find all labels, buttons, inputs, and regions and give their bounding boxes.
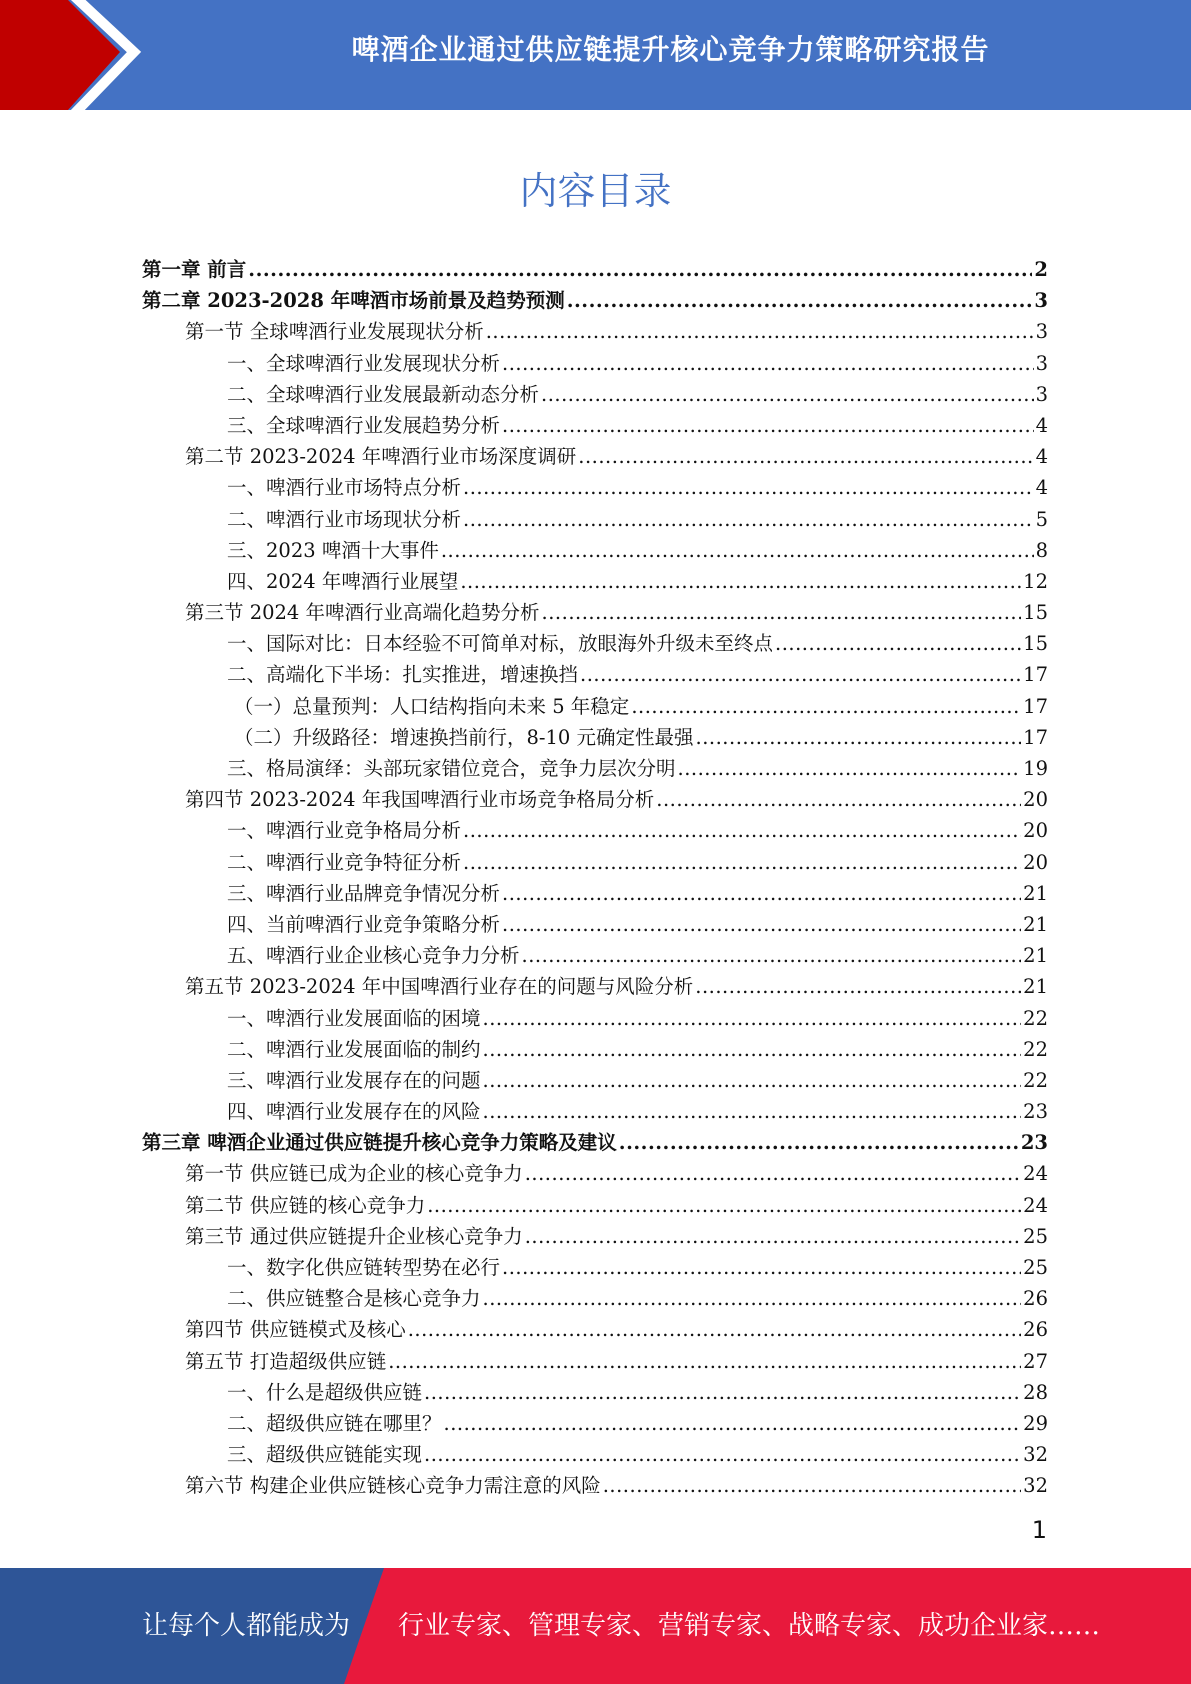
- toc-entry-page: 4: [1035, 476, 1048, 500]
- toc-dot-leader: [502, 348, 1034, 379]
- toc-entry[interactable]: [142, 597, 1048, 628]
- toc-entry-title: 一、全球啤酒行业发展现状分析: [227, 351, 501, 375]
- toc-entry[interactable]: [142, 1408, 1048, 1439]
- toc-dot-leader: [525, 1158, 1021, 1189]
- toc-dot-leader: [631, 691, 1021, 722]
- toc-entry-page: 4: [1035, 445, 1048, 469]
- toc-entry[interactable]: [142, 504, 1048, 535]
- toc-dot-leader: [483, 1003, 1022, 1034]
- page-header: [0, 0, 1191, 110]
- toc-dot-leader: [424, 1439, 1021, 1470]
- footer-slogan-left: 让每个人都能成为: [142, 1611, 351, 1641]
- toc-entry-title: 三、超级供应链能实现: [227, 1443, 423, 1467]
- toc-dot-leader: [248, 254, 1032, 285]
- toc-entry-page: 5: [1035, 507, 1048, 531]
- toc-entry-page: 17: [1023, 694, 1048, 718]
- toc-entry[interactable]: [142, 847, 1048, 878]
- toc-entry[interactable]: [142, 1158, 1048, 1189]
- page-footer: [0, 1568, 1191, 1684]
- toc-entry-page: 20: [1023, 819, 1048, 843]
- toc-entry-page: 20: [1023, 788, 1048, 812]
- toc-entry-page: 15: [1023, 601, 1048, 625]
- toc-dot-leader: [463, 847, 1021, 878]
- toc-entry-title: 二、全球啤酒行业发展最新动态分析: [227, 382, 540, 406]
- toc-dot-leader: [578, 441, 1033, 472]
- toc-entry-page: 3: [1035, 382, 1048, 406]
- toc-dot-leader: [441, 535, 1034, 566]
- toc-heading: 内容目录: [519, 169, 672, 213]
- toc-entry-title: 第五节 2023-2024 年中国啤酒行业存在的问题与风险分析: [185, 975, 694, 999]
- toc-entry-page: 22: [1023, 1006, 1048, 1030]
- toc-entry[interactable]: [142, 1127, 1048, 1158]
- toc-dot-leader: [483, 1065, 1022, 1096]
- toc-entry[interactable]: [142, 722, 1048, 753]
- toc-entry-page: 2: [1034, 258, 1048, 281]
- toc-dot-leader: [424, 1377, 1021, 1408]
- table-of-contents: [142, 254, 1048, 1502]
- toc-entry-title: 一、什么是超级供应链: [227, 1380, 423, 1404]
- toc-entry[interactable]: [142, 472, 1048, 503]
- toc-entry[interactable]: [142, 410, 1048, 441]
- toc-dot-leader: [775, 628, 1021, 659]
- toc-entry-page: 21: [1023, 912, 1048, 936]
- toc-entry[interactable]: [142, 285, 1048, 316]
- toc-entry[interactable]: [142, 628, 1048, 659]
- toc-entry-title: 一、国际对比：日本经验不可简单对标，放眼海外升级未至终点: [227, 632, 774, 656]
- toc-entry-page: 25: [1023, 1224, 1048, 1248]
- toc-entry[interactable]: [142, 971, 1048, 1002]
- toc-entry[interactable]: [142, 1283, 1048, 1314]
- toc-entry[interactable]: [142, 691, 1048, 722]
- toc-entry-page: 20: [1023, 850, 1048, 874]
- toc-entry-page: 32: [1023, 1474, 1048, 1498]
- toc-entry[interactable]: [142, 1470, 1048, 1501]
- toc-entry[interactable]: [142, 1096, 1048, 1127]
- toc-entry-title: （一）总量预判：人口结构指向未来 5 年稳定: [234, 694, 630, 718]
- toc-entry[interactable]: [142, 535, 1048, 566]
- toc-entry-title: 一、啤酒行业市场特点分析: [227, 476, 462, 500]
- toc-dot-leader: [603, 1470, 1021, 1501]
- toc-entry-title: 第一节 全球啤酒行业发展现状分析: [185, 320, 484, 344]
- toc-entry-page: 17: [1023, 663, 1048, 687]
- toc-dot-leader: [502, 909, 1021, 940]
- toc-entry[interactable]: [142, 1346, 1048, 1377]
- footer-slogan-right: 行业专家、管理专家、营销专家、战略专家、成功企业家……: [398, 1611, 1101, 1641]
- toc-dot-leader: [542, 597, 1022, 628]
- toc-entry-title: 四、2024 年啤酒行业展望: [227, 569, 459, 593]
- header-arrow-decoration: [0, 0, 160, 110]
- toc-entry-page: 24: [1023, 1162, 1048, 1186]
- toc-entry-page: 21: [1023, 975, 1048, 999]
- toc-dot-leader: [502, 878, 1021, 909]
- toc-dot-leader: [502, 1252, 1021, 1283]
- toc-entry[interactable]: [142, 1003, 1048, 1034]
- toc-dot-leader: [522, 940, 1022, 971]
- toc-entry-title: 二、超级供应链在哪里？: [227, 1411, 442, 1435]
- toc-entry-title: 二、啤酒行业竞争特征分析: [227, 850, 462, 874]
- toc-entry-page: 26: [1023, 1287, 1048, 1311]
- toc-dot-leader: [463, 472, 1034, 503]
- toc-entry-page: 24: [1023, 1193, 1048, 1217]
- toc-dot-leader: [427, 1190, 1021, 1221]
- toc-entry-title: （二）升级路径：增速换挡前行，8-10 元确定性最强: [234, 725, 694, 749]
- toc-entry-title: 四、当前啤酒行业竞争策略分析: [227, 912, 501, 936]
- toc-entry[interactable]: [142, 1377, 1048, 1408]
- toc-entry-page: 32: [1023, 1443, 1048, 1467]
- toc-entry-title: 三、啤酒行业品牌竞争情况分析: [227, 881, 501, 905]
- toc-entry-page: 3: [1035, 351, 1048, 375]
- toc-dot-leader: [567, 285, 1033, 316]
- toc-entry[interactable]: [142, 878, 1048, 909]
- toc-dot-leader: [388, 1346, 1021, 1377]
- toc-dot-leader: [696, 722, 1022, 753]
- toc-dot-leader: [678, 753, 1022, 784]
- toc-dot-leader: [408, 1314, 1021, 1345]
- toc-entry-title: 三、2023 啤酒十大事件: [227, 538, 439, 562]
- toc-dot-leader: [444, 1408, 1022, 1439]
- toc-entry[interactable]: [142, 379, 1048, 410]
- toc-entry-title: 二、啤酒行业发展面临的制约: [227, 1037, 481, 1061]
- toc-entry-page: 21: [1023, 944, 1048, 968]
- toc-entry[interactable]: [142, 348, 1048, 379]
- toc-entry-page: 28: [1023, 1380, 1048, 1404]
- toc-entry[interactable]: [142, 316, 1048, 347]
- toc-entry-title: 一、数字化供应链转型势在必行: [227, 1256, 501, 1279]
- toc-dot-leader: [656, 784, 1021, 815]
- toc-dot-leader: [541, 379, 1034, 410]
- toc-entry[interactable]: [142, 1190, 1048, 1221]
- toc-dot-leader: [460, 566, 1021, 597]
- toc-dot-leader: [619, 1127, 1019, 1158]
- toc-entry-title: 第四节 供应链模式及核心: [185, 1318, 406, 1342]
- toc-entry[interactable]: [142, 1252, 1048, 1283]
- toc-entry[interactable]: [142, 441, 1048, 472]
- report-title: 啤酒企业通过供应链提升核心竞争力策略研究报告: [351, 33, 990, 66]
- toc-entry-title: 第二节 2023-2024 年啤酒行业市场深度调研: [185, 445, 577, 469]
- toc-dot-leader: [463, 815, 1021, 846]
- toc-entry-title: 第一章 前言: [142, 258, 247, 281]
- toc-entry-title: 二、高端化下半场：扎实推进，增速换挡: [227, 663, 579, 687]
- toc-dot-leader: [483, 1096, 1022, 1127]
- toc-dot-leader: [483, 1283, 1022, 1314]
- toc-entry-page: 4: [1035, 413, 1048, 437]
- toc-entry[interactable]: [142, 815, 1048, 846]
- toc-entry-page: 15: [1023, 632, 1048, 656]
- toc-entry-page: 23: [1023, 1100, 1048, 1124]
- toc-entry-title: 一、啤酒行业发展面临的困境: [227, 1006, 481, 1030]
- toc-entry[interactable]: [142, 784, 1048, 815]
- toc-entry[interactable]: [142, 940, 1048, 971]
- toc-entry-title: 四、啤酒行业发展存在的风险: [227, 1100, 481, 1124]
- toc-entry-title: 二、供应链整合是核心竞争力: [227, 1287, 481, 1311]
- toc-entry[interactable]: [142, 1221, 1048, 1252]
- toc-entry-page: 26: [1023, 1318, 1048, 1342]
- toc-entry-title: 第二章 2023-2028 年啤酒市场前景及趋势预测: [142, 289, 565, 313]
- toc-dot-leader: [483, 1034, 1022, 1065]
- toc-entry[interactable]: [142, 1314, 1048, 1345]
- toc-entry-page: 21: [1023, 881, 1048, 905]
- toc-entry-page: 22: [1023, 1037, 1048, 1061]
- toc-entry-title: 第三章 啤酒企业通过供应链提升核心竞争力策略及建议: [142, 1131, 617, 1155]
- toc-entry-title: 第一节 供应链已成为企业的核心竞争力: [185, 1162, 523, 1186]
- toc-dot-leader: [695, 971, 1021, 1002]
- toc-entry-title: 五、啤酒行业企业核心竞争力分析: [227, 944, 520, 968]
- toc-entry-title: 三、啤酒行业发展存在的问题: [227, 1068, 481, 1092]
- toc-entry-title: 第二节 供应链的核心竞争力: [185, 1193, 426, 1217]
- toc-entry[interactable]: [142, 753, 1048, 784]
- toc-entry-page: 22: [1023, 1068, 1048, 1092]
- toc-entry[interactable]: [142, 566, 1048, 597]
- toc-entry-page: 3: [1035, 320, 1048, 344]
- toc-dot-leader: [502, 410, 1034, 441]
- toc-entry-page: 29: [1023, 1411, 1048, 1435]
- toc-entry-page: 17: [1023, 725, 1048, 749]
- toc-entry-title: 第三节 通过供应链提升企业核心竞争力: [185, 1224, 523, 1248]
- toc-entry-page: 27: [1023, 1349, 1048, 1373]
- toc-entry[interactable]: [142, 1439, 1048, 1470]
- toc-entry[interactable]: [142, 909, 1048, 940]
- page-number: 1: [1031, 1516, 1047, 1544]
- toc-entry[interactable]: [142, 1065, 1048, 1096]
- toc-entry-page: 25: [1023, 1256, 1048, 1279]
- toc-dot-leader: [463, 504, 1034, 535]
- toc-entry[interactable]: [142, 659, 1048, 690]
- toc-entry-page: 12: [1023, 569, 1048, 593]
- toc-dot-leader: [580, 659, 1021, 690]
- toc-dot-leader: [525, 1221, 1021, 1252]
- toc-entry-title: 三、格局演绎：头部玩家错位竞合，竞争力层次分明: [227, 757, 676, 780]
- toc-dot-leader: [486, 316, 1034, 347]
- toc-entry[interactable]: [142, 254, 1048, 285]
- toc-entry-title: 三、全球啤酒行业发展趋势分析: [227, 413, 501, 437]
- toc-entry-title: 第六节 构建企业供应链核心竞争力需注意的风险: [185, 1474, 601, 1498]
- toc-entry-title: 第四节 2023-2024 年我国啤酒行业市场竞争格局分析: [185, 788, 655, 812]
- toc-entry-page: 8: [1035, 538, 1048, 562]
- toc-entry-title: 二、啤酒行业市场现状分析: [227, 507, 462, 531]
- toc-entry-title: 第五节 打造超级供应链: [185, 1349, 387, 1373]
- toc-entry-title: 一、啤酒行业竞争格局分析: [227, 819, 462, 843]
- toc-entry-title: 第三节 2024 年啤酒行业高端化趋势分析: [185, 601, 540, 625]
- toc-entry-page: 3: [1034, 289, 1048, 313]
- toc-entry[interactable]: [142, 1034, 1048, 1065]
- toc-entry-page: 23: [1020, 1131, 1048, 1155]
- toc-entry-page: 19: [1023, 757, 1048, 780]
